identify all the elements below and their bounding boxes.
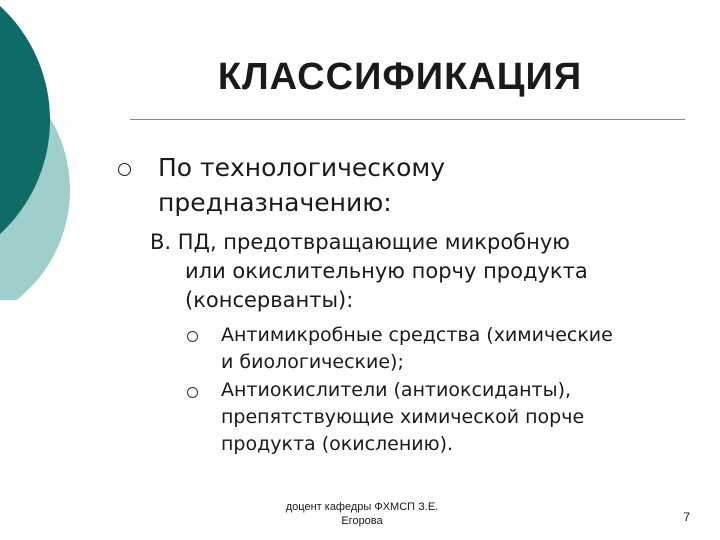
text-line: В. ПД, предотвращающие микробную [150,230,570,254]
decorative-circles [0,0,90,300]
bullet-ring-icon [118,163,131,176]
title-divider [130,119,685,120]
text-line: продукта (окислению). [221,433,454,455]
bullet-ring-icon [187,387,198,398]
bullet-ring-icon [187,331,198,342]
text-line: или окислительную порчу продукта [185,259,588,283]
text-line: Антимикробные средства (химические [221,324,613,346]
slide-footer [262,500,462,528]
slide-title: КЛАССИФИКАЦИЯ [217,56,583,98]
level1-bullet-text [158,150,658,220]
text-line: Антиокислители (антиоксиданты), [221,379,572,401]
text-line: предназначению: [158,188,392,217]
footer-line: Егорова [341,515,383,527]
text-line: и биологические); [221,351,404,373]
text-line: По технологическому [158,153,446,182]
level3-item-antimicrobial [221,322,681,376]
level2-item-v [150,228,670,315]
footer-line: доцент кафедры ФХМСП З.Е. [285,501,439,513]
page-number: 7 [683,510,690,524]
text-line: (консерванты): [185,288,354,312]
level3-item-antioxidants [221,377,681,458]
text-line: препятствующие химической порче [221,406,585,428]
